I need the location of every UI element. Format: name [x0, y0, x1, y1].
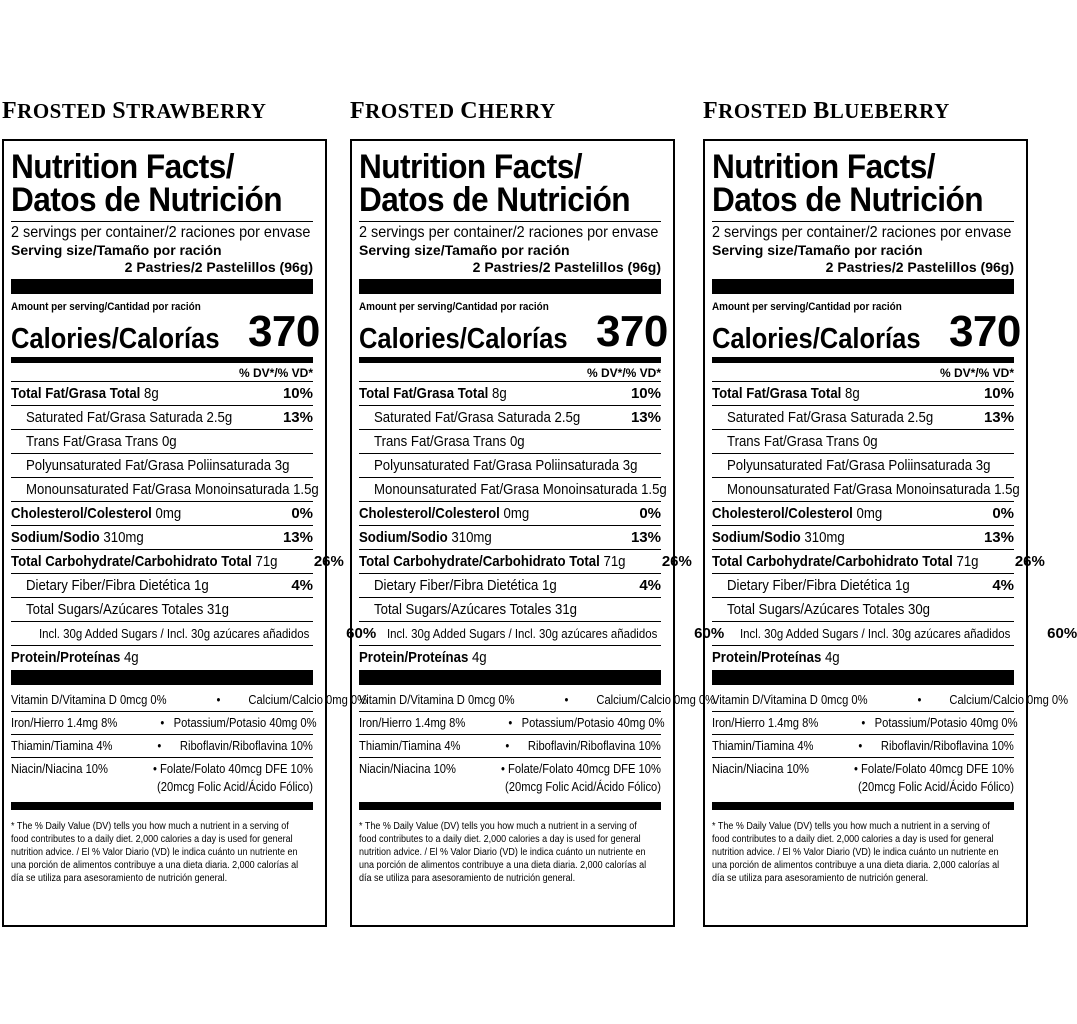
- title2: Datos de Nutrición: [11, 181, 283, 219]
- protein-row: [359, 645, 661, 669]
- fiber: Dietary Fiber/Fibra Dietética 1g: [374, 577, 557, 594]
- total-fat-dv: 10%: [983, 385, 1014, 402]
- sodium: 310mg: [451, 529, 492, 546]
- flavor-rest: ROSTED: [17, 99, 113, 123]
- thiamin: Thiamin/Tiamina 4%: [11, 738, 113, 753]
- dietary-fiber-row: [359, 573, 661, 597]
- sodium-label: Sodium/Sodio: [359, 529, 448, 546]
- total-sugars-row: [359, 597, 661, 621]
- trans-fat: Trans Fat/Grasa Trans 0g: [26, 433, 177, 450]
- poly-fat: Polyunsaturated Fat/Grasa Poliinsaturada 3g: [26, 457, 290, 474]
- sat-fat: Saturated Fat/Grasa Saturada 2.5g: [26, 409, 233, 426]
- cholesterol-row: [11, 501, 313, 525]
- total-carbohydrate-row: [359, 549, 692, 573]
- sat-fat: Saturated Fat/Grasa Saturada 2.5g: [374, 409, 581, 426]
- protein-label: Protein/Proteínas: [359, 649, 469, 666]
- added-sugars: Incl. 30g Added Sugars / Incl. 30g azúcares añadidos: [387, 626, 658, 641]
- flavor-first: F: [350, 98, 366, 124]
- potassium: • Potassium/Potasio 40mg 0%: [507, 715, 665, 730]
- vitamins-minerals: [712, 689, 1068, 796]
- serving-size-label: Serving size/Tamaño por ración: [712, 242, 923, 258]
- protein: 4g: [824, 649, 840, 666]
- riboflavin: Riboflavin/Riboflavina 10%: [179, 738, 313, 753]
- added-sugars: Incl. 30g Added Sugars / Incl. 30g azúcares añadidos: [39, 626, 310, 641]
- chol-label: Cholesterol/Colesterol: [359, 505, 500, 522]
- total-fat-row: [712, 381, 1014, 405]
- fiber-dv: 4%: [639, 577, 661, 594]
- total-fat: 8g: [144, 385, 159, 402]
- saturated-fat-row: [712, 405, 1014, 429]
- riboflavin: • Riboflavin/Riboflavina 10%: [858, 738, 1014, 753]
- serving-size-value: 2 Pastries/2 Pastelillos (96g): [472, 259, 661, 275]
- potassium: Potassium/Potasio 40mg 0%: [874, 715, 1018, 730]
- riboflavin: • Riboflavin/Riboflavina 10%: [505, 738, 661, 753]
- vitamins-minerals: [359, 689, 715, 796]
- fiber-dv: 4%: [992, 577, 1014, 594]
- thiamin: Thiamin/Tiamina 4%: [712, 738, 814, 753]
- folic-acid: (20mcg Folic Acid/Ácido Fólico): [505, 779, 661, 794]
- niacin: Niacin/Niacina 10%: [359, 761, 456, 776]
- polyunsaturated-fat-row: [359, 453, 661, 477]
- footnote: * The % Daily Value (DV) tells you how much a nutrient in a serving of food contributes to a daily diet. 2,000 calories a day is used for general nutrition advice. / El % Valor Diario (VD) le indica cuánto un nutriente en una porción de alimentos contribuye a una dieta diaria. 2,000 calorías al día se utiliza para asesoramiento de nutrición general.: [712, 821, 1000, 884]
- footnote: * The % Daily Value (DV) tells you how much a nutrient in a serving of food contributes to a daily diet. 2,000 calories a day is used for general nutrition advice. / El % Valor Diario (VD) le indica cuánto un nutriente en una porción de alimentos contribuye a una dieta diaria. 2,000 calorías al día se utiliza para asesoramiento de nutrición general.: [11, 821, 299, 884]
- total-fat: 8g: [492, 385, 507, 402]
- calories-label: Calories/Calorías: [11, 323, 220, 355]
- added-sugars-row: [712, 621, 1077, 645]
- total-fat-row: [11, 381, 313, 405]
- riboflavin: Riboflavin/Riboflavina 10%: [527, 738, 661, 753]
- serving-size-label: Serving size/Tamaño por ración: [11, 242, 222, 258]
- sodium: 310mg: [103, 529, 144, 546]
- total-fat-label: Total Fat/Grasa Total: [11, 385, 141, 402]
- nutrition-facts-panel: [2, 139, 377, 927]
- calcium: Calcium/Calcio 0mg 0%: [596, 692, 715, 707]
- panel-title: [11, 148, 292, 219]
- calories-label: Calories/Calorías: [359, 323, 568, 355]
- saturated-fat-row: [359, 405, 661, 429]
- sodium-dv: 13%: [983, 529, 1014, 546]
- dietary-fiber-row: [712, 573, 1014, 597]
- potassium: Potassium/Potasio 40mg 0%: [173, 715, 317, 730]
- servings-per-container: 2 servings per container/2 raciones por envase: [712, 224, 1012, 241]
- nutrition-facts-panel: [350, 139, 725, 927]
- potassium: • Potassium/Potasio 40mg 0%: [159, 715, 317, 730]
- folic-acid: (20mcg Folic Acid/Ácido Fólico): [157, 779, 313, 794]
- fiber: Dietary Fiber/Fibra Dietética 1g: [26, 577, 209, 594]
- calories-value: 370: [948, 307, 1021, 356]
- added-sugars-row: [11, 621, 377, 645]
- riboflavin: • Riboflavin/Riboflavina 10%: [157, 738, 313, 753]
- title1: Nutrition Facts/: [11, 148, 234, 186]
- trans-fat-row: [11, 429, 313, 453]
- sodium-row: [11, 525, 313, 549]
- added-sugars-row: [359, 621, 725, 645]
- calories-label: Calories/Calorías: [712, 323, 921, 355]
- carb-label: Total Carbohydrate/Carbohidrato Total: [11, 553, 252, 570]
- riboflavin: Riboflavin/Riboflavina 10%: [880, 738, 1014, 753]
- monounsaturated-fat-row: [11, 477, 319, 501]
- title2: Datos de Nutrición: [359, 181, 631, 219]
- calcium: • Calcium/Calcio 0mg 0%: [917, 692, 1068, 707]
- mono-fat: Monounsaturated Fat/Grasa Monoinsaturada 1.5g: [727, 481, 1020, 498]
- calcium: • Calcium/Calcio 0mg 0%: [564, 692, 715, 707]
- cholesterol-row: [359, 501, 661, 525]
- protein-row: [11, 645, 313, 669]
- trans-fat: Trans Fat/Grasa Trans 0g: [374, 433, 525, 450]
- panel-title: [712, 148, 993, 219]
- sugars: Total Sugars/Azúcares Totales 31g: [26, 601, 230, 618]
- flavor-first: F: [703, 98, 719, 124]
- mono-fat: Monounsaturated Fat/Grasa Monoinsaturada 1.5g: [374, 481, 667, 498]
- monounsaturated-fat-row: [712, 477, 1020, 501]
- added-sugars-dv: 60%: [346, 625, 377, 642]
- servings-per-container: 2 servings per container/2 raciones por envase: [11, 224, 311, 241]
- amount-per-serving: Amount per serving/Cantidad por ración: [359, 301, 549, 313]
- carb: 71g: [956, 553, 979, 570]
- flavor2-rest: TRAWBERRY: [126, 99, 267, 123]
- dv-header: % DV*/% VD*: [586, 366, 661, 380]
- calcium: Calcium/Calcio 0mg 0%: [949, 692, 1068, 707]
- dietary-fiber-row: [11, 573, 313, 597]
- niacin: Niacin/Niacina 10%: [712, 761, 809, 776]
- carb-label: Total Carbohydrate/Carbohidrato Total: [712, 553, 953, 570]
- total-carbohydrate-row: [712, 549, 1045, 573]
- dv-header: % DV*/% VD*: [238, 366, 313, 380]
- flavor-rest: ROSTED: [718, 99, 814, 123]
- carb: 71g: [603, 553, 626, 570]
- flavor2-rest: HERRY: [478, 99, 556, 123]
- total-fat-row: [359, 381, 661, 405]
- sodium-row: [359, 525, 661, 549]
- folate: Folate/Folato 40mcg DFE 10%: [508, 761, 661, 776]
- carb: 71g: [255, 553, 278, 570]
- title1: Nutrition Facts/: [712, 148, 935, 186]
- protein: 4g: [123, 649, 139, 666]
- thiamin: Thiamin/Tiamina 4%: [359, 738, 461, 753]
- vitamins-minerals: [11, 689, 367, 796]
- calcium: • Calcium/Calcio 0mg 0%: [216, 692, 367, 707]
- chol-dv: 0%: [291, 505, 313, 522]
- sodium-row: [712, 525, 1014, 549]
- chol: 0mg: [155, 505, 182, 522]
- chol-label: Cholesterol/Colesterol: [11, 505, 152, 522]
- sodium-label: Sodium/Sodio: [11, 529, 100, 546]
- folate: • Folate/Folato 40mcg DFE 10%: [501, 761, 661, 776]
- carb-dv: 26%: [1014, 553, 1045, 570]
- protein-row: [712, 645, 1014, 669]
- folate: Folate/Folato 40mcg DFE 10%: [160, 761, 313, 776]
- sodium-label: Sodium/Sodio: [712, 529, 801, 546]
- iron: Iron/Hierro 1.4mg 8%: [11, 715, 118, 730]
- flavor2-rest: LUEBERRY: [829, 99, 950, 123]
- serving-size-value: 2 Pastries/2 Pastelillos (96g): [825, 259, 1014, 275]
- iron: Iron/Hierro 1.4mg 8%: [712, 715, 819, 730]
- added-sugars-dv: 60%: [694, 625, 725, 642]
- folate: • Folate/Folato 40mcg DFE 10%: [854, 761, 1014, 776]
- vitamin-d: Vitamin D/Vitamina D 0mcg 0%: [11, 692, 167, 707]
- total-fat-label: Total Fat/Grasa Total: [712, 385, 842, 402]
- chol: 0mg: [503, 505, 530, 522]
- protein-label: Protein/Proteínas: [712, 649, 822, 666]
- total-sugars-row: [11, 597, 313, 621]
- sugars: Total Sugars/Azúcares Totales 31g: [374, 601, 578, 618]
- poly-fat: Polyunsaturated Fat/Grasa Poliinsaturada 3g: [374, 457, 638, 474]
- total-fat-dv: 10%: [282, 385, 313, 402]
- carb-dv: 26%: [661, 553, 692, 570]
- calories-value: 370: [595, 307, 668, 356]
- protein: 4g: [471, 649, 487, 666]
- iron: Iron/Hierro 1.4mg 8%: [359, 715, 466, 730]
- trans-fat-row: [359, 429, 661, 453]
- total-fat-label: Total Fat/Grasa Total: [359, 385, 489, 402]
- serving-size-value: 2 Pastries/2 Pastelillos (96g): [124, 259, 313, 275]
- potassium: Potassium/Potasio 40mg 0%: [521, 715, 665, 730]
- polyunsaturated-fat-row: [11, 453, 313, 477]
- amount-per-serving: Amount per serving/Cantidad por ración: [712, 301, 902, 313]
- poly-fat: Polyunsaturated Fat/Grasa Poliinsaturada 3g: [727, 457, 991, 474]
- footnote: * The % Daily Value (DV) tells you how much a nutrient in a serving of food contributes to a daily diet. 2,000 calories a day is used for general nutrition advice. / El % Valor Diario (VD) le indica cuánto un nutriente en una porción de alimentos contribuye a una dieta diaria. 2,000 calorías al día se utiliza para asesoramiento de nutrición general.: [359, 821, 647, 884]
- dv-header: % DV*/% VD*: [939, 366, 1014, 380]
- trans-fat: Trans Fat/Grasa Trans 0g: [727, 433, 878, 450]
- flavor-rest: ROSTED: [365, 99, 461, 123]
- total-carbohydrate-row: [11, 549, 344, 573]
- mono-fat: Monounsaturated Fat/Grasa Monoinsaturada 1.5g: [26, 481, 319, 498]
- flavor2-first: S: [112, 98, 127, 124]
- sat-fat-dv: 13%: [630, 409, 661, 426]
- protein-label: Protein/Proteínas: [11, 649, 121, 666]
- fiber: Dietary Fiber/Fibra Dietética 1g: [727, 577, 910, 594]
- flavor-first: F: [2, 98, 18, 124]
- chol-dv: 0%: [639, 505, 661, 522]
- sugars: Total Sugars/Azúcares Totales 30g: [727, 601, 931, 618]
- total-sugars-row: [712, 597, 1014, 621]
- amount-per-serving: Amount per serving/Cantidad por ración: [11, 301, 201, 313]
- total-fat: 8g: [845, 385, 860, 402]
- total-fat-dv: 10%: [630, 385, 661, 402]
- sodium: 310mg: [804, 529, 845, 546]
- folate: Folate/Folato 40mcg DFE 10%: [861, 761, 1014, 776]
- flavor-heading: [703, 98, 950, 125]
- folic-acid: (20mcg Folic Acid/Ácido Fólico): [858, 779, 1014, 794]
- niacin: Niacin/Niacina 10%: [11, 761, 108, 776]
- carb-label: Total Carbohydrate/Carbohidrato Total: [359, 553, 600, 570]
- title1: Nutrition Facts/: [359, 148, 582, 186]
- sodium-dv: 13%: [630, 529, 661, 546]
- fiber-dv: 4%: [291, 577, 313, 594]
- polyunsaturated-fat-row: [712, 453, 1014, 477]
- added-sugars-dv: 60%: [1047, 625, 1077, 642]
- monounsaturated-fat-row: [359, 477, 667, 501]
- flavor-heading: [2, 98, 266, 125]
- saturated-fat-row: [11, 405, 313, 429]
- servings-per-container: 2 servings per container/2 raciones por envase: [359, 224, 659, 241]
- serving-size-label: Serving size/Tamaño por ración: [359, 242, 570, 258]
- flavor-heading: [350, 98, 556, 125]
- sodium-dv: 13%: [282, 529, 313, 546]
- chol: 0mg: [856, 505, 883, 522]
- sat-fat-dv: 13%: [983, 409, 1014, 426]
- title2: Datos de Nutrición: [712, 181, 984, 219]
- cholesterol-row: [712, 501, 1014, 525]
- calcium: Calcium/Calcio 0mg 0%: [248, 692, 367, 707]
- potassium: • Potassium/Potasio 40mg 0%: [860, 715, 1018, 730]
- chol-dv: 0%: [992, 505, 1014, 522]
- carb-dv: 26%: [313, 553, 344, 570]
- calories-value: 370: [247, 307, 320, 356]
- vitamin-d: Vitamin D/Vitamina D 0mcg 0%: [359, 692, 515, 707]
- sat-fat: Saturated Fat/Grasa Saturada 2.5g: [727, 409, 934, 426]
- panel-title: [359, 148, 640, 219]
- added-sugars: Incl. 30g Added Sugars / Incl. 30g azúcares añadidos: [740, 626, 1011, 641]
- chol-label: Cholesterol/Colesterol: [712, 505, 853, 522]
- sat-fat-dv: 13%: [282, 409, 313, 426]
- folate: • Folate/Folato 40mcg DFE 10%: [153, 761, 313, 776]
- trans-fat-row: [712, 429, 1014, 453]
- flavor2-first: B: [813, 98, 830, 124]
- flavor2-first: C: [460, 98, 479, 124]
- nutrition-facts-panel: [703, 139, 1077, 927]
- vitamin-d: Vitamin D/Vitamina D 0mcg 0%: [712, 692, 868, 707]
